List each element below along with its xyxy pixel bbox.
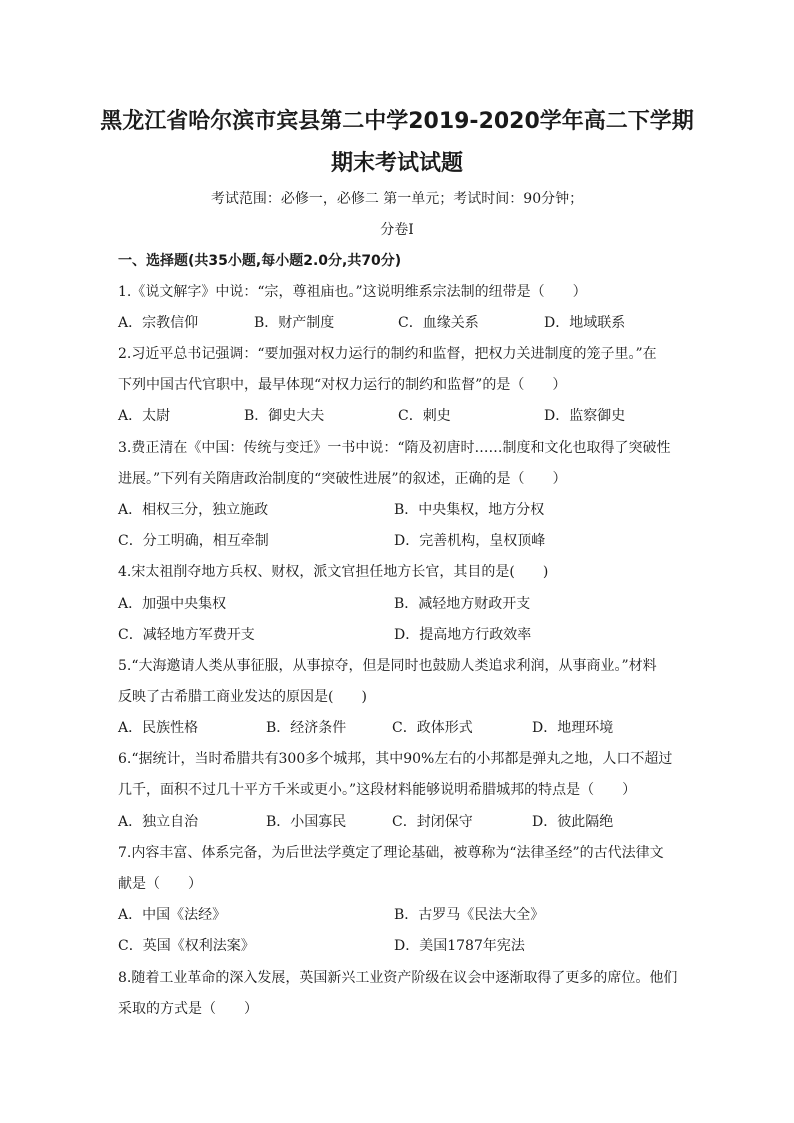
q7-option-d: D．美国1787年宪法 [394, 938, 525, 954]
question-6-line-1: 6.“据统计，当时希腊共有300多个城邦，其中90%左右的小邦都是弹丸之地，人口不超过 [118, 751, 673, 767]
question-3-line-2: 进展。”下列有关隋唐政治制度的“突破性进展”的叙述，正确的是（ ） [118, 471, 567, 487]
q1-option-b: B．财产制度 [254, 315, 335, 331]
question-8-line-2: 采取的方式是（ ） [118, 1001, 258, 1017]
title-line-2: 期末考试试题 [330, 151, 463, 176]
q6-option-b: B．小国寡民 [266, 814, 347, 830]
q7-option-c: C．英国《权利法案》 [118, 938, 255, 954]
q5-option-c: C．政体形式 [392, 720, 473, 736]
question-7-line-1: 7.内容丰富、体系完备，为后世法学奠定了理论基础，被尊称为“法律圣经”的古代法律文 [118, 845, 664, 861]
question-5-line-2: 反映了古希腊工商业发达的原因是( ) [118, 689, 367, 705]
q7-option-a: A．中国《法经》 [118, 907, 227, 923]
q5-option-a: A．民族性格 [118, 720, 199, 736]
q5-option-b: B．经济条件 [266, 720, 347, 736]
q6-option-d: D．彼此隔绝 [532, 814, 614, 830]
q4-option-d: D．提高地方行政效率 [394, 627, 532, 643]
question-2-line-1: 2.习近平总书记强调：“要加强对权力运行的制约和监督，把权力关进制度的笼子里。”在 [118, 346, 657, 362]
question-6-line-2: 几千，面积不过几十平方千米或更小。”这段材料能够说明希腊城邦的特点是（ ） [118, 782, 637, 798]
title-line-1: 黑龙江省哈尔滨市宾县第二中学2019-2020学年高二下学期 [100, 109, 694, 134]
question-4-text: 4.宋太祖削夺地方兵权、财权，派文官担任地方长官，其目的是( ) [118, 564, 549, 580]
q4-option-b: B．减轻地方财政开支 [394, 596, 531, 612]
q3-option-a: A．相权三分，独立施政 [118, 502, 269, 518]
q5-option-d: D．地理环境 [532, 720, 614, 736]
question-8-line-1: 8.随着工业革命的深入发展，英国新兴工业资产阶级在议会中逐渐取得了更多的席位。他们 [118, 970, 678, 986]
q4-option-c: C．减轻地方军费开支 [118, 627, 255, 643]
q6-option-a: A．独立自治 [118, 814, 199, 830]
q3-option-b: B．中央集权，地方分权 [394, 502, 545, 518]
question-3-line-1: 3.费正清在《中国：传统与变迁》一书中说：“隋及初唐时……制度和文化也取得了突破性 [118, 440, 671, 456]
q7-option-b: B．古罗马《民法大全》 [394, 907, 545, 923]
q6-option-c: C．封闭保守 [392, 814, 473, 830]
q4-option-a: A．加强中央集权 [118, 596, 227, 612]
question-7-line-2: 献是（ ） [118, 876, 202, 892]
q3-option-c: C．分工明确，相互牵制 [118, 533, 269, 549]
question-1-text: 1.《说文解字》中说：“宗，尊祖庙也。”这说明维系宗法制的纽带是（ ） [118, 284, 587, 300]
question-2-line-2: 下列中国古代官职中，最早体现“对权力运行的制约和监督”的是（ ） [118, 377, 567, 393]
q2-option-d: D．监察御史 [544, 408, 626, 424]
q1-option-a: A．宗教信仰 [118, 315, 199, 331]
section-heading: 一、选择题(共35小题,每小题2.0分,共70分) [118, 253, 402, 269]
q2-option-c: C．刺史 [398, 408, 451, 424]
volume-label: 分卷I [380, 222, 414, 238]
q1-option-d: D．地域联系 [544, 315, 626, 331]
q1-option-c: C．血缘关系 [398, 315, 479, 331]
exam-info: 考试范围：必修一，必修二 第一单元；考试时间：90分钟； [210, 191, 584, 207]
q3-option-d: D．完善机构，皇权顶峰 [394, 533, 546, 549]
q2-option-a: A．太尉 [118, 408, 171, 424]
q2-option-b: B．御史大夫 [244, 408, 325, 424]
question-5-line-1: 5.“大海邀请人类从事征服，从事掠夺，但是同时也鼓励人类追求利润，从事商业。”材料 [118, 658, 657, 674]
